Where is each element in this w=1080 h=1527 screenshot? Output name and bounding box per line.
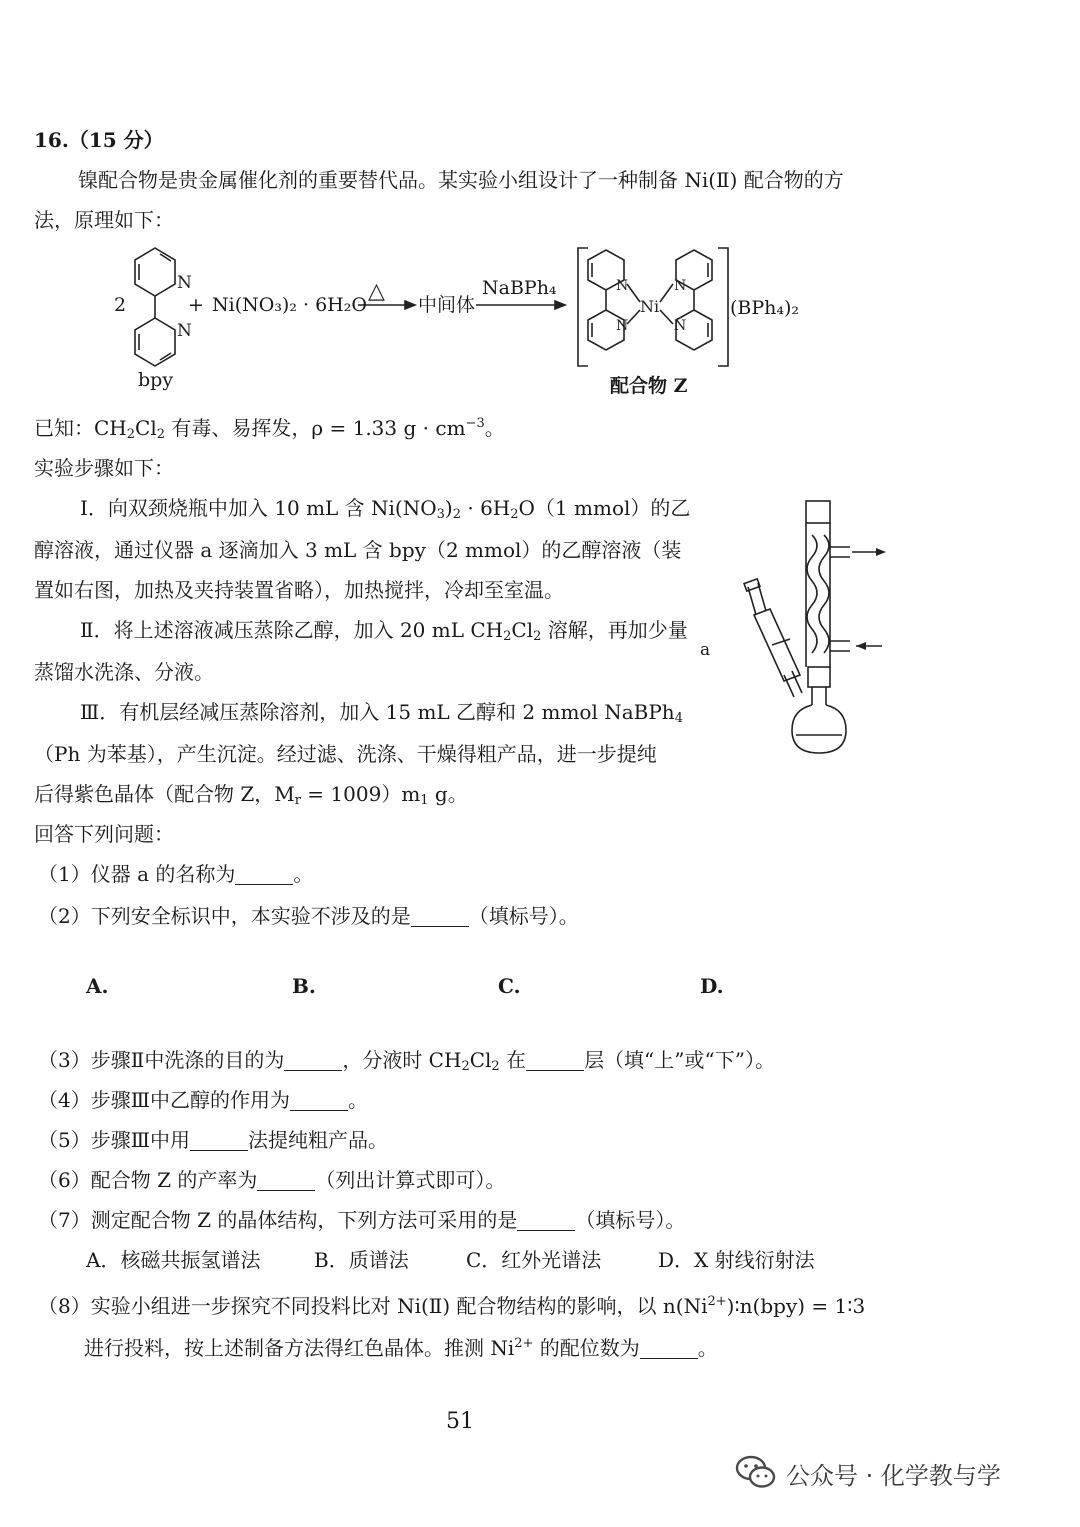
option-b[interactable]: B.: [292, 974, 316, 998]
reactant-nickel-nitrate: Ni(NO₃)₂ · 6H₂O: [212, 294, 367, 316]
step1-line3: 置如右图，加热及夹持装置省略），加热搅拌，冷却至室温。: [34, 578, 564, 602]
bpy-ring-top: [135, 248, 175, 296]
question-number-line: [34, 126, 164, 154]
q7-choice-c[interactable]: C．红外光谱法: [466, 1248, 602, 1272]
q1-blank[interactable]: [235, 864, 293, 885]
q3-blank-1[interactable]: [284, 1050, 342, 1071]
q5-line: （5）步骤Ⅲ中用 法提纯粗产品。: [38, 1128, 389, 1152]
q4-blank[interactable]: [290, 1090, 348, 1111]
apparatus-label-a: a: [700, 640, 711, 660]
step1-line2: 醇溶液，通过仪器 a 逐滴加入 3 mL 含 bpy（2 mmol）的乙醇溶液（装: [34, 538, 682, 562]
complex-ni: Ni: [640, 297, 660, 316]
q7-blank[interactable]: [517, 1210, 575, 1231]
bpy-ring-bottom: [135, 318, 175, 366]
reaction-plus: +: [188, 294, 204, 316]
q7-choice-d[interactable]: D．X 射线衍射法: [658, 1248, 815, 1272]
reaction-coefficient: 2: [114, 294, 127, 316]
bracket-right: [718, 248, 728, 366]
condenser-stopper: [806, 501, 830, 523]
q6-line: （6）配合物 Z 的产率为 （列出计算式即可）。: [38, 1168, 506, 1192]
bracket-left: [578, 248, 588, 366]
step3-line1: Ⅲ．有机层经减压蒸除溶剂，加入 15 mL 乙醇和 2 mmol NaBPh$_4$: [80, 700, 683, 726]
step3-line2: （Ph 为苯基），产生沉淀。经过滤、洗涤、干燥得粗产品，进一步提纯: [34, 742, 657, 766]
q5-blank[interactable]: [190, 1130, 248, 1151]
q8-line-2: 进行投料，按上述制备方法得红色晶体。推测 $Ni^{2+}$ 的配位数为 。: [84, 1336, 718, 1360]
q2-blank[interactable]: [411, 906, 469, 927]
steps-heading: 实验步骤如下：: [34, 456, 174, 480]
q7-choice-a[interactable]: A．核磁共振氢谱法: [86, 1248, 261, 1272]
intro-line-1: 镍配合物是贵金属催化剂的重要替代品。某实验小组设计了一种制备 Ni(Ⅱ) 配合物的方: [78, 168, 844, 192]
step1-line1: Ⅰ．向双颈烧瓶中加入 10 mL 含 $Ni(NO_3)_2 \cdot 6H_2O(1$ mmol）的乙: [80, 496, 691, 522]
heat-symbol: △: [368, 279, 385, 304]
condenser-coil: [807, 535, 817, 653]
question-points: （15 分）: [68, 128, 164, 152]
step3-line3: 后得紫色晶体（配合物 Z，$M_r = 1009)m_1$ g。: [34, 782, 468, 808]
apparatus-diagram: [690, 495, 900, 760]
question-number: 16.: [34, 128, 69, 152]
page-number: 51: [446, 1409, 474, 1434]
q1-line: （1）仪器 a 的名称为 。: [38, 862, 314, 886]
step2-line1: Ⅱ．将上述溶液减压蒸除乙醇，加入 20 mL $CH_2Cl_2$ 溶解，再加少量: [80, 618, 688, 644]
watermark-text: 公众号 · 化学教与学: [786, 1462, 1001, 1490]
bpy-n-bottom: N: [177, 321, 192, 341]
q8-blank[interactable]: [640, 1338, 698, 1359]
q3-blank-2[interactable]: [526, 1050, 584, 1071]
complex-n-1: N: [616, 278, 629, 294]
option-d[interactable]: D.: [700, 974, 724, 998]
dropping-funnel: [754, 609, 800, 681]
answer-heading: 回答下列问题：: [34, 822, 174, 846]
option-c[interactable]: C.: [498, 974, 521, 998]
q2-line: （2）下列安全标识中，本实验不涉及的是 （填标号）。: [38, 904, 579, 928]
q7-line: （7）测定配合物 Z 的晶体结构，下列方法可采用的是 （填标号）。: [38, 1208, 686, 1232]
product-label: 配合物 Z: [610, 375, 688, 397]
intro-line-2: 法，原理如下：: [34, 208, 174, 232]
wechat-icon: [734, 1452, 778, 1492]
q3-line: （3）步骤Ⅱ中洗涤的目的为 ，分液时 $CH_2Cl_2$ 在 层（填“上”或“下”）。: [38, 1048, 775, 1074]
bpy-label: bpy: [138, 369, 174, 391]
complex-n-3: N: [674, 278, 687, 294]
complex-n-2: N: [616, 318, 629, 334]
complex-n-4: N: [674, 318, 687, 334]
q6-blank[interactable]: [257, 1170, 315, 1191]
q7-choice-b[interactable]: B．质谱法: [314, 1248, 409, 1272]
reaction-scheme: [100, 240, 820, 400]
round-bottom-flask: [792, 705, 846, 753]
q8-line-1: （8）实验小组进一步探究不同投料比对 Ni(Ⅱ) 配合物结构的影响，以 $n(Ni^{2+})∶n(bpy)$ = 1∶3: [38, 1294, 866, 1318]
q4-line: （4）步骤Ⅲ中乙醇的作用为 。: [38, 1088, 369, 1112]
known-line: 已知：$CH_2Cl_2$ 有毒、易挥发，ρ = 1.33 $g \cdot cm^{-3}$。: [34, 416, 505, 442]
bpy-n-top: N: [177, 273, 192, 293]
option-a[interactable]: A.: [86, 974, 109, 998]
step2-line2: 蒸馏水洗涤、分液。: [34, 660, 214, 684]
counter-ion: (BPh₄)₂: [730, 297, 800, 319]
intermediate-label: 中间体: [418, 294, 476, 316]
reagent-label: NaBPh₄: [482, 277, 557, 299]
